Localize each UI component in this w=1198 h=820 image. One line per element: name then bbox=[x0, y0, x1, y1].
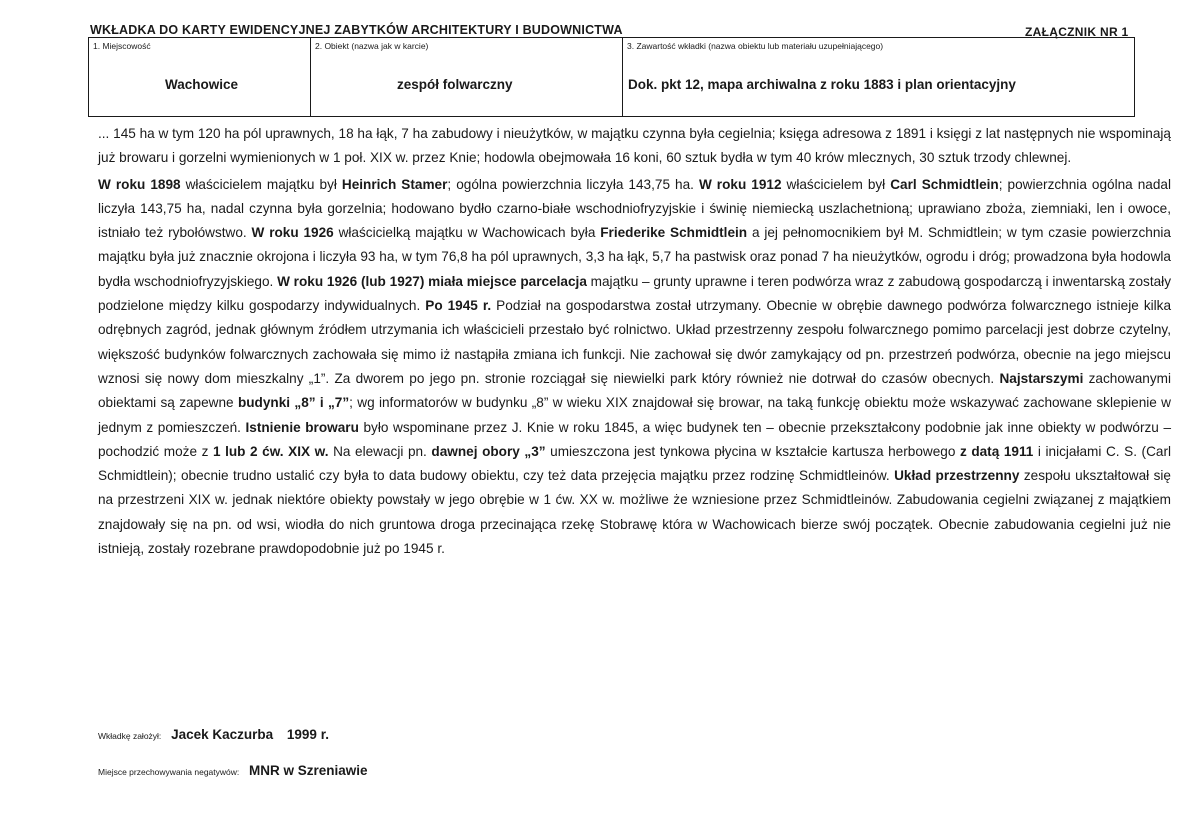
p2-seg: W roku 1898 bbox=[98, 176, 181, 192]
annex-label: ZAŁĄCZNIK NR 1 bbox=[1025, 25, 1129, 39]
p2-seg: właścicielką majątku w Wachowicach była bbox=[333, 225, 601, 241]
p2-seg: zachowanymi obiektami są zapewne bbox=[98, 370, 1171, 411]
p2-seg: majątku – grunty uprawne i teren podwórza wraz z zabudową gospodarczą i inwentarską zostały podzielone między kilku gospodarzy indywidualnych. bbox=[98, 273, 1171, 314]
p2-seg: Carl Schmidtlein bbox=[890, 176, 999, 192]
author-label: Wkładkę założył: bbox=[98, 731, 162, 741]
p2-seg: zespołu ukształtował się na przestrzeni XIX w. jednak niektóre obiekty powstały w jego obrębie w 1 ćw. XX w. możliwe że wzniesione przez Schmidtleinów. Zabudowania cegielni związanej z majątkiem znajdowały się na pn. od wsi, wiodła do nich gruntowa droga przecinająca rzekę Stobrawę która w Wachowicach bierze swój początek. Obecnie zabudowania cegielni już nie istnieją, zostały rozebrane prawdopodobnie już po 1945 r. bbox=[98, 468, 1171, 557]
object-cell bbox=[311, 38, 623, 117]
p2-seg: a jej pełnomocnikiem był M. Schmidtlein; w tym czasie powierzchnia majątku była już znacznie okrojona i liczyła 93 ha, w tym 76,8 ha pól uprawnych, 3,3 ha łąk, 5,7 ha pastwisk oraz ponad 7 ha nieużytków, ogrodu i dróg; prowadzona była hodowla bydła wschodniofryzyjskiego. bbox=[98, 225, 1171, 289]
storage-line bbox=[98, 763, 368, 778]
paragraph-2 bbox=[98, 173, 1171, 562]
document-title: WKŁADKA DO KARTY EWIDENCYJNEJ ZABYTKÓW ARCHITEKTURY I BUDOWNICTWA bbox=[90, 23, 623, 37]
p2-seg: Po 1945 r. bbox=[425, 298, 492, 314]
contents-cell bbox=[623, 38, 1135, 117]
p2-seg: W roku 1926 bbox=[251, 225, 334, 241]
p2-seg: z datą 1911 bbox=[959, 443, 1034, 459]
p2-seg: W roku 1912 bbox=[698, 176, 782, 192]
storage-label: Miejsce przechowywania negatywów: bbox=[98, 767, 240, 777]
body-text bbox=[98, 122, 1171, 563]
p2-seg: W roku 1926 (lub 1927) miała miejsce parcelacja bbox=[277, 273, 587, 289]
header-table bbox=[88, 37, 1135, 117]
p2-seg: ; ogólna powierzchnia liczyła 143,75 ha. bbox=[447, 176, 699, 192]
p2-seg: właścicielem majątku był bbox=[180, 176, 342, 192]
author-line bbox=[98, 727, 329, 742]
p2-seg: budynki „8” i „7” bbox=[237, 395, 350, 411]
locality-cell bbox=[89, 38, 311, 117]
object-label: 2. Obiekt (nazwa jak w karcie) bbox=[315, 41, 429, 51]
locality-label: 1. Miejscowość bbox=[93, 41, 151, 51]
p2-seg: było wspominane przez J. Knie w roku 1845, a więc budynek ten – obecnie przekształcony podobnie jak inne obiekty w podwórzu – pochodzić może z bbox=[98, 419, 1172, 459]
p2-seg: Podział na gospodarstwa został utrzymany. Obecnie w obrębie dawnego podwórza folwarcznego istnieje kilka odrębnych zagród, jednak głównym źródłem utrzymania ich właścicieli przestało być rolnictwo. Układ przestrzenny zespołu folwarcznego pomimo parcelacji jest dobrze czytelny, większość budynków folwarcznych zachowała się mimo iż nastąpiła zmiana ich funkcji. Nie zachował się dwór zamykający od pn. przestrzeń podwórza, obecnie na jego miejscu wznosi się nowy dom mieszkalny „1”. Za dworem po jego pn. stronie rozciągał się niewielki park który również nie dotrwał do czasów obecnych. bbox=[98, 298, 1172, 386]
contents-value: Dok. pkt 12, mapa archiwalna z roku 1883 i plan orientacyjny bbox=[628, 77, 1016, 92]
p2-seg: i inicjałami C. S. (Carl Schmidtlein); obecnie trudno ustalić czy była to data budowy obiektu, czy też data przejęcia majątku przez rodzinę Schmidtleinów. bbox=[98, 443, 1172, 484]
p2-seg: ; powierzchnia ogólna nadal liczyła 143,75 ha, nadal czynna była gorzelnia; hodowano bydło czarno-białe wschodniofryzyjskie i świnię niemiecką uszlachetnioną; uprawiano zboża, ziemniaki, len i owoce, istniało też rybołówstwo. bbox=[98, 176, 1171, 241]
p2-seg: Na elewacji pn. bbox=[328, 443, 432, 459]
p2-seg: Heinrich Stamer bbox=[341, 176, 448, 192]
p2-seg: Układ przestrzenny bbox=[894, 468, 1020, 484]
p2-seg: 1 lub 2 ćw. XIX w. bbox=[212, 443, 329, 459]
p1-text: ... 145 ha w tym 120 ha pól uprawnych, 18 ha łąk, 7 ha zabudowy i nieużytków, w majątku czynna była cegielnia; księga adresowa z 1891 i księgi z lat następnych nie wspominają już browaru i gorzelni wymienionych w 1 poł. XIX w. przez Knie; hodowla obejmowała 16 koni, 60 sztuk bydła w tym 40 krów mlecznych, 30 sztuk trzody chlewnej. bbox=[98, 126, 1171, 166]
locality-value: Wachowice bbox=[165, 77, 239, 92]
p2-seg: ; wg informatorów w budynku „8” w wieku XIX znajdował się browar, na taką funkcję obiektu może wskazywać zachowane sklepienie w jednym z pomieszczeń. bbox=[98, 395, 1171, 435]
p2-seg: Friederike Schmidtlein bbox=[600, 225, 748, 241]
contents-label: 3. Zawartość wkładki (nazwa obiektu lub materiału uzupełniającego) bbox=[627, 41, 884, 51]
author-year: 1999 r. bbox=[286, 727, 329, 742]
p2-seg: Najstarszymi bbox=[999, 370, 1084, 386]
paragraph-1 bbox=[98, 122, 1171, 171]
p2-seg: właścicielem był bbox=[781, 176, 891, 192]
storage-value: MNR w Szreniawie bbox=[249, 763, 368, 778]
p2-seg: Istnienie browaru bbox=[245, 419, 359, 435]
p2-seg: dawnej obory „3” bbox=[431, 443, 546, 459]
p2-seg: umieszczona jest tynkowa płycina w kształcie kartusza herbowego bbox=[545, 443, 960, 459]
author-value: Jacek Kaczurba bbox=[171, 727, 274, 742]
object-value: zespół folwarczny bbox=[397, 77, 513, 92]
